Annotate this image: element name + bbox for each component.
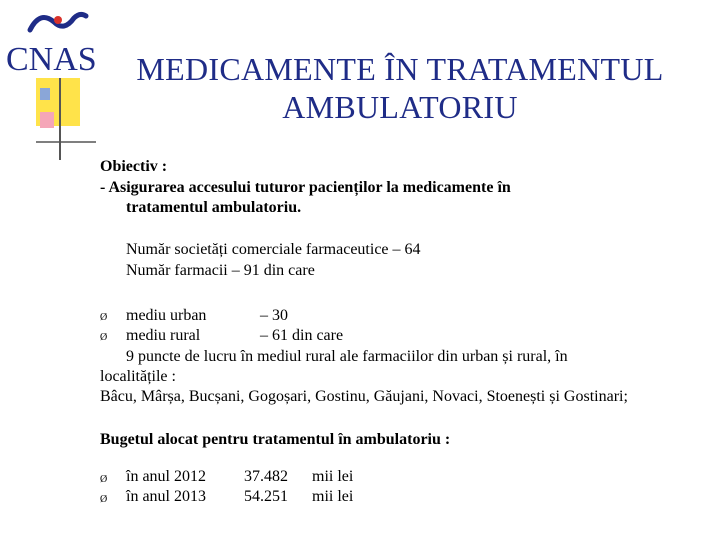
title-line-1: MEDICAMENTE ÎN TRATAMENTUL (136, 51, 664, 87)
logo-pink-square (40, 112, 54, 128)
budget-amount-2013: 54.251 (244, 488, 288, 505)
title-line-2: AMBULATORIU (282, 89, 518, 125)
objective-line-1: - Asigurarea accesului tuturor pacienților la medicamente în (100, 179, 511, 196)
bullet-icon: Ø (100, 494, 108, 505)
logo-blue-square (40, 88, 50, 100)
objective-heading: Obiectiv : (100, 158, 168, 175)
rural-note-localities: Bâcu, Mârșa, Bucșani, Gogoșari, Gostinu, Găujani, Novaci, Stoenești și Gostinari; (100, 388, 628, 405)
rural-value: – 61 din care (260, 327, 344, 344)
budget-amount-2012: 37.482 (244, 468, 288, 485)
urban-label: mediu urban (126, 307, 207, 324)
bullet-icon: Ø (100, 474, 108, 485)
budget-year-2013: în anul 2013 (126, 488, 206, 505)
objective-line-2: tratamentul ambulatoriu. (126, 199, 302, 216)
rural-label: mediu rural (126, 327, 201, 344)
bullet-icon: Ø (100, 312, 108, 323)
cnas-logo (0, 0, 110, 165)
companies-count: Număr societăți comerciale farmaceutice – 64 (126, 241, 421, 258)
budget-unit-2013: mii lei (312, 488, 354, 505)
logo-red-dot (54, 16, 62, 24)
rural-note-line-2: localitățile : (100, 368, 176, 385)
urban-value: – 30 (260, 307, 288, 324)
budget-year-2012: în anul 2012 (126, 468, 206, 485)
page-title (100, 50, 700, 126)
logo-text: CNAS (6, 41, 97, 78)
rural-note-line-1: 9 puncte de lucru în mediul rural ale farmaciilor din urban și rural, în (126, 348, 568, 365)
budget-unit-2012: mii lei (312, 468, 354, 485)
budget-heading: Bugetul alocat pentru tratamentul în ambulatoriu : (100, 431, 451, 448)
pharmacies-count: Număr farmacii – 91 din care (126, 262, 315, 279)
bullet-icon: Ø (100, 332, 108, 343)
